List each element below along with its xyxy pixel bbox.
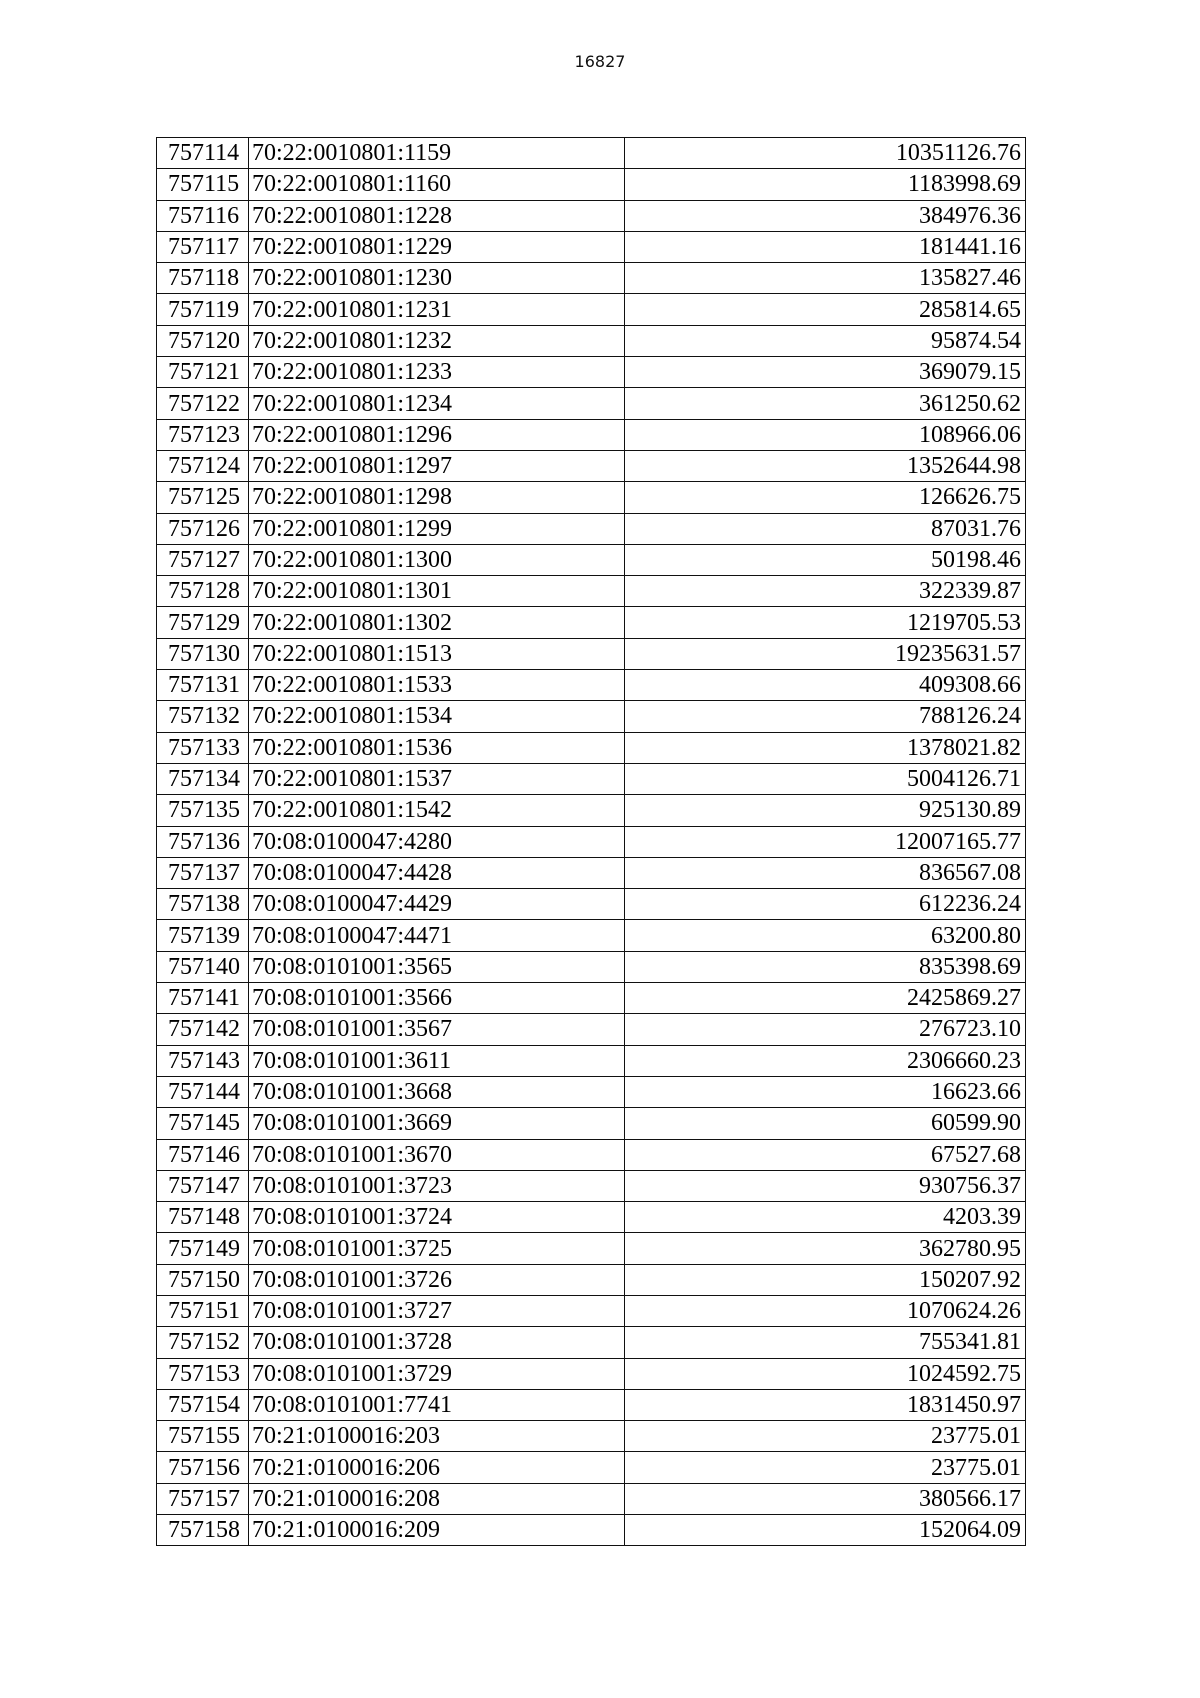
cadastral-value-cell: 10351126.76 (625, 138, 1026, 169)
cadastral-value-cell: 152064.09 (625, 1515, 1026, 1546)
row-number-cell: 757133 (157, 732, 249, 763)
cadastral-number-cell: 70:08:0100047:4280 (249, 826, 625, 857)
cadastral-value-cell: 755341.81 (625, 1327, 1026, 1358)
cadastral-number-cell: 70:08:0101001:3565 (249, 951, 625, 982)
cadastral-value-cell: 150207.92 (625, 1264, 1026, 1295)
table-row (157, 357, 1026, 388)
table-row (157, 482, 1026, 513)
table-row (157, 138, 1026, 169)
cadastral-number-cell: 70:22:0010801:1533 (249, 670, 625, 701)
row-number-cell: 757118 (157, 263, 249, 294)
cadastral-value-cell: 409308.66 (625, 670, 1026, 701)
row-number-cell: 757119 (157, 294, 249, 325)
table-row (157, 983, 1026, 1014)
cadastral-value-cell: 1183998.69 (625, 169, 1026, 200)
cadastral-number-cell: 70:22:0010801:1229 (249, 231, 625, 262)
table-row (157, 544, 1026, 575)
cadastral-value-cell: 369079.15 (625, 357, 1026, 388)
cadastral-number-cell: 70:08:0101001:3729 (249, 1358, 625, 1389)
table-row (157, 388, 1026, 419)
row-number-cell: 757122 (157, 388, 249, 419)
cadastral-value-cell: 836567.08 (625, 857, 1026, 888)
table-row (157, 263, 1026, 294)
cadastral-number-cell: 70:08:0101001:3669 (249, 1108, 625, 1139)
cadastral-number-cell: 70:08:0101001:3668 (249, 1076, 625, 1107)
cadastral-number-cell: 70:08:0101001:3567 (249, 1014, 625, 1045)
row-number-cell: 757120 (157, 325, 249, 356)
table-row (157, 576, 1026, 607)
row-number-cell: 757140 (157, 951, 249, 982)
cadastral-value-cell: 361250.62 (625, 388, 1026, 419)
cadastral-value-cell: 612236.24 (625, 889, 1026, 920)
table-row (157, 857, 1026, 888)
row-number-cell: 757141 (157, 983, 249, 1014)
cadastral-number-cell: 70:08:0101001:3566 (249, 983, 625, 1014)
cadastral-number-cell: 70:08:0101001:3723 (249, 1170, 625, 1201)
table-row (157, 200, 1026, 231)
row-number-cell: 757143 (157, 1045, 249, 1076)
cadastral-number-cell: 70:22:0010801:1302 (249, 607, 625, 638)
row-number-cell: 757156 (157, 1452, 249, 1483)
cadastral-value-cell: 276723.10 (625, 1014, 1026, 1045)
table-row (157, 795, 1026, 826)
cadastral-value-cell: 2425869.27 (625, 983, 1026, 1014)
row-number-cell: 757116 (157, 200, 249, 231)
cadastral-value-cell: 835398.69 (625, 951, 1026, 982)
cadastral-number-cell: 70:21:0100016:203 (249, 1421, 625, 1452)
cadastral-value-cell: 60599.90 (625, 1108, 1026, 1139)
cadastral-number-cell: 70:22:0010801:1159 (249, 138, 625, 169)
cadastral-number-cell: 70:22:0010801:1300 (249, 544, 625, 575)
row-number-cell: 757150 (157, 1264, 249, 1295)
table-row (157, 450, 1026, 481)
row-number-cell: 757152 (157, 1327, 249, 1358)
row-number-cell: 757135 (157, 795, 249, 826)
table-row (157, 607, 1026, 638)
cadastral-value-cell: 5004126.71 (625, 763, 1026, 794)
table-row (157, 638, 1026, 669)
cadastral-value-cell: 285814.65 (625, 294, 1026, 325)
table-row (157, 1358, 1026, 1389)
cadastral-value-cell: 16623.66 (625, 1076, 1026, 1107)
cadastral-number-cell: 70:22:0010801:1228 (249, 200, 625, 231)
row-number-cell: 757130 (157, 638, 249, 669)
row-number-cell: 757145 (157, 1108, 249, 1139)
table-row (157, 1452, 1026, 1483)
cadastral-value-cell: 930756.37 (625, 1170, 1026, 1201)
cadastral-number-cell: 70:21:0100016:208 (249, 1483, 625, 1514)
row-number-cell: 757114 (157, 138, 249, 169)
table-row (157, 1076, 1026, 1107)
row-number-cell: 757149 (157, 1233, 249, 1264)
cadastral-number-cell: 70:22:0010801:1160 (249, 169, 625, 200)
cadastral-value-cell: 126626.75 (625, 482, 1026, 513)
cadastral-value-cell: 67527.68 (625, 1139, 1026, 1170)
row-number-cell: 757127 (157, 544, 249, 575)
page-number: 16827 (574, 52, 626, 71)
cadastral-number-cell: 70:22:0010801:1513 (249, 638, 625, 669)
table-row (157, 826, 1026, 857)
row-number-cell: 757154 (157, 1389, 249, 1420)
table-row (157, 1389, 1026, 1420)
row-number-cell: 757153 (157, 1358, 249, 1389)
cadastral-number-cell: 70:08:0100047:4471 (249, 920, 625, 951)
table-row (157, 1295, 1026, 1326)
cadastral-value-cell: 322339.87 (625, 576, 1026, 607)
cadastral-value-cell: 108966.06 (625, 419, 1026, 450)
row-number-cell: 757126 (157, 513, 249, 544)
cadastral-value-table (156, 137, 1026, 1546)
cadastral-value-cell: 95874.54 (625, 325, 1026, 356)
table-row (157, 670, 1026, 701)
table-row (157, 732, 1026, 763)
table-row (157, 1014, 1026, 1045)
table-row (157, 1045, 1026, 1076)
row-number-cell: 757158 (157, 1515, 249, 1546)
cadastral-number-cell: 70:08:0101001:3725 (249, 1233, 625, 1264)
cadastral-number-cell: 70:08:0101001:3728 (249, 1327, 625, 1358)
cadastral-number-cell: 70:22:0010801:1537 (249, 763, 625, 794)
cadastral-value-cell: 925130.89 (625, 795, 1026, 826)
row-number-cell: 757136 (157, 826, 249, 857)
cadastral-number-cell: 70:22:0010801:1297 (249, 450, 625, 481)
row-number-cell: 757121 (157, 357, 249, 388)
table-row (157, 231, 1026, 262)
table-row (157, 1515, 1026, 1546)
row-number-cell: 757124 (157, 450, 249, 481)
cadastral-number-cell: 70:22:0010801:1298 (249, 482, 625, 513)
cadastral-value-cell: 4203.39 (625, 1202, 1026, 1233)
cadastral-number-cell: 70:22:0010801:1231 (249, 294, 625, 325)
row-number-cell: 757139 (157, 920, 249, 951)
cadastral-value-cell: 181441.16 (625, 231, 1026, 262)
row-number-cell: 757115 (157, 169, 249, 200)
cadastral-number-cell: 70:22:0010801:1230 (249, 263, 625, 294)
cadastral-value-cell: 1219705.53 (625, 607, 1026, 638)
row-number-cell: 757131 (157, 670, 249, 701)
cadastral-number-cell: 70:22:0010801:1233 (249, 357, 625, 388)
cadastral-value-cell: 1378021.82 (625, 732, 1026, 763)
row-number-cell: 757125 (157, 482, 249, 513)
cadastral-number-cell: 70:08:0101001:3726 (249, 1264, 625, 1295)
cadastral-value-cell: 1070624.26 (625, 1295, 1026, 1326)
table-row (157, 1139, 1026, 1170)
cadastral-number-cell: 70:08:0101001:3611 (249, 1045, 625, 1076)
table-row (157, 1202, 1026, 1233)
cadastral-value-cell: 19235631.57 (625, 638, 1026, 669)
row-number-cell: 757132 (157, 701, 249, 732)
cadastral-value-cell: 23775.01 (625, 1421, 1026, 1452)
cadastral-number-cell: 70:08:0101001:3670 (249, 1139, 625, 1170)
table-body (157, 138, 1026, 1546)
table-row (157, 763, 1026, 794)
table-row (157, 889, 1026, 920)
row-number-cell: 757137 (157, 857, 249, 888)
table-row (157, 920, 1026, 951)
cadastral-value-cell: 87031.76 (625, 513, 1026, 544)
cadastral-value-cell: 23775.01 (625, 1452, 1026, 1483)
row-number-cell: 757144 (157, 1076, 249, 1107)
row-number-cell: 757146 (157, 1139, 249, 1170)
cadastral-number-cell: 70:21:0100016:209 (249, 1515, 625, 1546)
cadastral-value-cell: 2306660.23 (625, 1045, 1026, 1076)
row-number-cell: 757151 (157, 1295, 249, 1326)
cadastral-number-cell: 70:22:0010801:1301 (249, 576, 625, 607)
table-row (157, 1264, 1026, 1295)
cadastral-number-cell: 70:22:0010801:1536 (249, 732, 625, 763)
row-number-cell: 757117 (157, 231, 249, 262)
cadastral-value-cell: 50198.46 (625, 544, 1026, 575)
cadastral-value-cell: 380566.17 (625, 1483, 1026, 1514)
table-row (157, 169, 1026, 200)
table-row (157, 1483, 1026, 1514)
cadastral-value-cell: 12007165.77 (625, 826, 1026, 857)
cadastral-value-cell: 1024592.75 (625, 1358, 1026, 1389)
cadastral-number-cell: 70:08:0101001:3727 (249, 1295, 625, 1326)
table-row (157, 701, 1026, 732)
table-row (157, 951, 1026, 982)
table-row (157, 325, 1026, 356)
row-number-cell: 757138 (157, 889, 249, 920)
cadastral-value-cell: 362780.95 (625, 1233, 1026, 1264)
row-number-cell: 757148 (157, 1202, 249, 1233)
table-row (157, 1421, 1026, 1452)
table-row (157, 1233, 1026, 1264)
cadastral-number-cell: 70:22:0010801:1534 (249, 701, 625, 732)
row-number-cell: 757157 (157, 1483, 249, 1514)
row-number-cell: 757134 (157, 763, 249, 794)
row-number-cell: 757142 (157, 1014, 249, 1045)
cadastral-value-cell: 788126.24 (625, 701, 1026, 732)
cadastral-number-cell: 70:22:0010801:1232 (249, 325, 625, 356)
table-row (157, 1327, 1026, 1358)
row-number-cell: 757128 (157, 576, 249, 607)
cadastral-number-cell: 70:08:0100047:4429 (249, 889, 625, 920)
row-number-cell: 757155 (157, 1421, 249, 1452)
table-row (157, 1108, 1026, 1139)
row-number-cell: 757147 (157, 1170, 249, 1201)
cadastral-number-cell: 70:08:0101001:7741 (249, 1389, 625, 1420)
cadastral-value-cell: 1352644.98 (625, 450, 1026, 481)
row-number-cell: 757123 (157, 419, 249, 450)
cadastral-number-cell: 70:22:0010801:1296 (249, 419, 625, 450)
table-row (157, 419, 1026, 450)
cadastral-number-cell: 70:08:0100047:4428 (249, 857, 625, 888)
cadastral-value-cell: 63200.80 (625, 920, 1026, 951)
table-row (157, 513, 1026, 544)
cadastral-value-cell: 1831450.97 (625, 1389, 1026, 1420)
cadastral-value-cell: 135827.46 (625, 263, 1026, 294)
cadastral-number-cell: 70:22:0010801:1234 (249, 388, 625, 419)
cadastral-number-cell: 70:21:0100016:206 (249, 1452, 625, 1483)
cadastral-number-cell: 70:08:0101001:3724 (249, 1202, 625, 1233)
table-row (157, 294, 1026, 325)
row-number-cell: 757129 (157, 607, 249, 638)
table-row (157, 1170, 1026, 1201)
cadastral-value-cell: 384976.36 (625, 200, 1026, 231)
cadastral-number-cell: 70:22:0010801:1542 (249, 795, 625, 826)
cadastral-number-cell: 70:22:0010801:1299 (249, 513, 625, 544)
